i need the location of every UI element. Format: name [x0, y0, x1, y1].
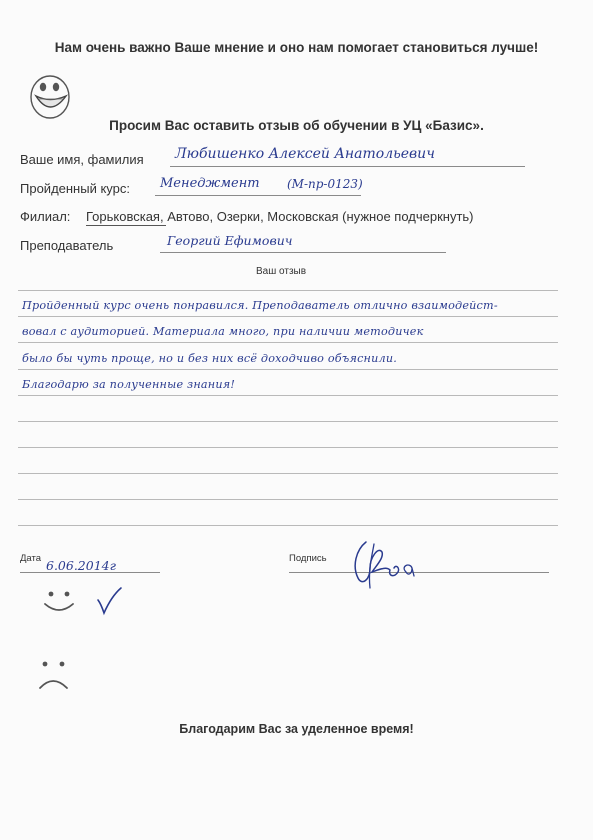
date-label: Дата	[20, 553, 42, 564]
name-underline	[170, 166, 525, 167]
review-text-line[interactable]: вовал с аудиторией. Материала много, при наличии методичек	[22, 325, 424, 338]
course-underline	[155, 195, 361, 196]
review-rule	[18, 421, 558, 422]
date-value[interactable]: 6.06.2014г	[46, 558, 116, 573]
review-rule	[18, 473, 558, 474]
name-value[interactable]: Любишенко Алексей Анатольевич	[175, 146, 435, 162]
smiley-icon[interactable]	[40, 584, 80, 620]
teacher-underline	[160, 252, 446, 253]
review-rule	[18, 499, 558, 500]
signature-mark[interactable]	[348, 536, 438, 592]
course-value[interactable]: Менеджмент	[160, 176, 260, 191]
sad-face-icon[interactable]	[34, 656, 74, 696]
branch-label: Филиал:	[20, 209, 71, 224]
teacher-label: Преподаватель	[20, 238, 114, 253]
review-label: Ваш отзыв	[256, 266, 307, 277]
review-text-line[interactable]: Благодарю за полученные знания!	[22, 378, 236, 391]
signature-label: Подпись	[289, 553, 327, 564]
course-label: Пройденный курс:	[20, 181, 130, 196]
top-heading: Нам очень важно Ваше мнение и оно нам помогает становиться лучше!	[54, 40, 539, 55]
review-rule	[18, 369, 558, 370]
review-rule	[18, 395, 558, 396]
review-rule	[18, 290, 558, 291]
branch-options[interactable]: Горьковская, Автово, Озерки, Московская (нужное подчеркнуть)	[86, 209, 474, 224]
teacher-value[interactable]: Георгий Ефимович	[167, 233, 293, 248]
course-code[interactable]: (М-пр-0123)	[287, 177, 363, 191]
review-rule	[18, 316, 558, 317]
footer-thanks: Благодарим Вас за уделенное время!	[179, 722, 414, 736]
branch-selected-underline	[86, 225, 166, 226]
laughing-smiley-icon	[26, 70, 76, 122]
review-rule	[18, 342, 558, 343]
review-text-line[interactable]: Пройденный курс очень понравился. Преподаватель отлично взаимодейст-	[22, 299, 498, 312]
review-rule	[18, 525, 558, 526]
checkmark-icon	[94, 586, 124, 616]
name-label: Ваше имя, фамилия	[20, 152, 144, 167]
request-heading: Просим Вас оставить отзыв об обучении в УЦ «Базис».	[109, 118, 484, 133]
review-text-line[interactable]: было бы чуть проще, но и без них всё доходчиво объяснили.	[22, 352, 397, 365]
review-rule	[18, 447, 558, 448]
